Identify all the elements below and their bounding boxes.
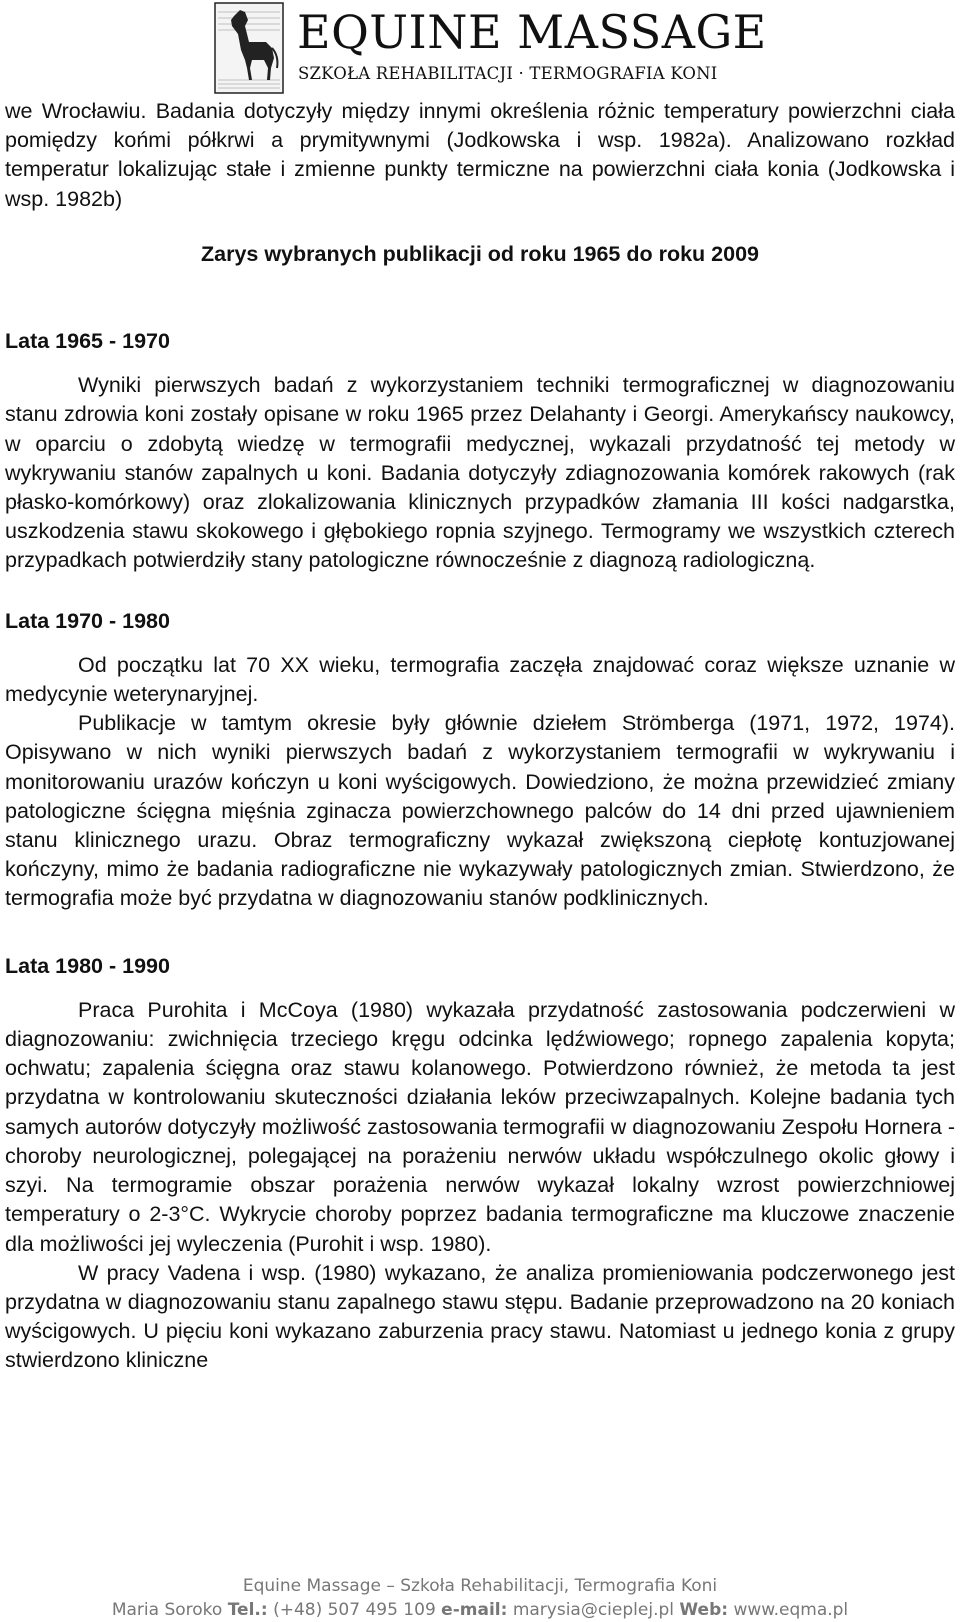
section-heading-1970-1980: Lata 1970 - 1980 — [5, 608, 170, 633]
page-header — [0, 0, 960, 100]
section-paragraph: Praca Purohita i McCoya (1980) wykazała przydatność zastosowania podczerwieni w diagnozowaniu: zwichnięcia trzeciego kręgu odcinka lędźwiowego; ropnego zapalenia kopyta; ochwatu; zapalenia ścięgna oraz stawu kolanowego. Potwierdzono również, że metoda ta jest przydatna w kontrolowaniu skuteczności działania leków przeciwzapalnych. Kolejne badania tych samych autorów dotyczyły możliwość zastosowania termografii w diagnozowaniu Zespołu Hornera - choroby neurologicznej, polegającej na porażeniu nerwów układu współczulnego okolic głowy i szyi. Na termogramie obszar porażenia nerwów wykazał lokalny wzrost powierzchniowej temperatury o 2-3°C. Wykrycie choroby poprzez badania termograficzne ma kluczowe znaczenie dla możliwości jej wyleczenia (Purohit i wsp. 1980). — [5, 997, 955, 1256]
page-footer — [0, 1574, 960, 1622]
section-heading-1980-1990: Lata 1980 - 1990 — [5, 953, 170, 978]
footer-web[interactable]: www.eqma.pl — [733, 1600, 849, 1620]
footer-tel: (+48) 507 495 109 — [273, 1600, 436, 1620]
document-title: Zarys wybranych publikacji od roku 1965 do roku 2009 — [200, 241, 759, 266]
section-paragraph: Od początku lat 70 XX wieku, termografia zaczęła znajdować coraz większe uznanie w medycynie weterynaryjnej. — [5, 652, 955, 707]
section-paragraph: Publikacje w tamtym okresie były głównie dziełem Strömberga (1971, 1972, 1974). Opisywano w nich wyniki pierwszych badań z wykorzystaniem termografii w wykrywaniu i monitorowaniu urazów kończyn u koni wyścigowych. Dowiedziono, że można przewidzieć zmiany patologiczne ścięgna mięśnia zginacza powierzchownego palców do 14 dni przed ujawnieniem stanu klinicznego urazu. Obraz termograficzny wykazał zwiększoną ciepłotę kontuzjowanej kończyny, mimo że badania radiograficzne nie wykazywały patologicznych zmian. Stwierdzono, że termografia może być przydatna w diagnozowaniu stanów podklinicznych. — [5, 711, 955, 911]
footer-email-label: e-mail: — [441, 1600, 508, 1620]
brand-title: EQUINE MASSAGE — [297, 5, 767, 59]
section-heading-1965-1970: Lata 1965 - 1970 — [5, 329, 170, 354]
footer-web-label: Web: — [679, 1600, 729, 1620]
footer-line-1: Equine Massage – Szkoła Rehabilitacji, Termografia Koni — [242, 1576, 718, 1596]
horse-engraving-logo — [214, 2, 284, 94]
brand-subtitle: SZKOŁA REHABILITACJI · TERMOGRAFIA KONI — [298, 64, 718, 83]
footer-contact — [0, 1598, 960, 1622]
section-paragraph: W pracy Vadena i wsp. (1980) wykazano, że analiza promieniowania podczerwonego jest przydatna w diagnozowaniu stanu zapalnego stawu stępu. Badanie przeprowadzono na 20 koniach wyścigowych. U pięciu koni wykazano zaburzenia pracy stawu. Natomiast u jednego konia z grupy stwierdzono kliniczne — [5, 1260, 955, 1373]
section-paragraph: Wyniki pierwszych badań z wykorzystaniem techniki termograficznej w diagnozowaniu stanu zdrowia koni zostały opisane w roku 1965 przez Delahanty i Georgi. Amerykańscy naukowcy, w oparciu o zdobytą wiedzę w termografii medycznej, wykazali przydatność tej metody w wykrywaniu stanów zapalnych u koni. Badania dotyczyły zdiagnozowania komórek rakowych (rak płasko-komórkowy) oraz zlokalizowania klinicznych przypadków złamania III kości nadgarstka, uszkodzenia stawu skokowego i głębokiego ropnia szyjnego. Termogramy we wszystkich czterech przypadkach potwierdziły stany patologiczne równocześnie z diagnozą radiologiczną. — [5, 373, 955, 573]
footer-email[interactable]: marysia@cieplej.pl — [512, 1600, 674, 1620]
footer-name: Maria Soroko — [111, 1600, 223, 1620]
document-body — [5, 97, 955, 1376]
intro-paragraph: we Wrocławiu. Badania dotyczyły między innymi określenia różnic temperatury powierzchni ciała pomiędzy końmi półkrwi a prymitywnymi (Jodkowska i wsp. 1982a). Analizowano rozkład temperatur lokalizując stałe i zmienne punkty termiczne na powierzchni ciała konia (Jodkowska i wsp. 1982b) — [5, 99, 955, 211]
footer-tel-label: Tel.: — [227, 1600, 268, 1620]
